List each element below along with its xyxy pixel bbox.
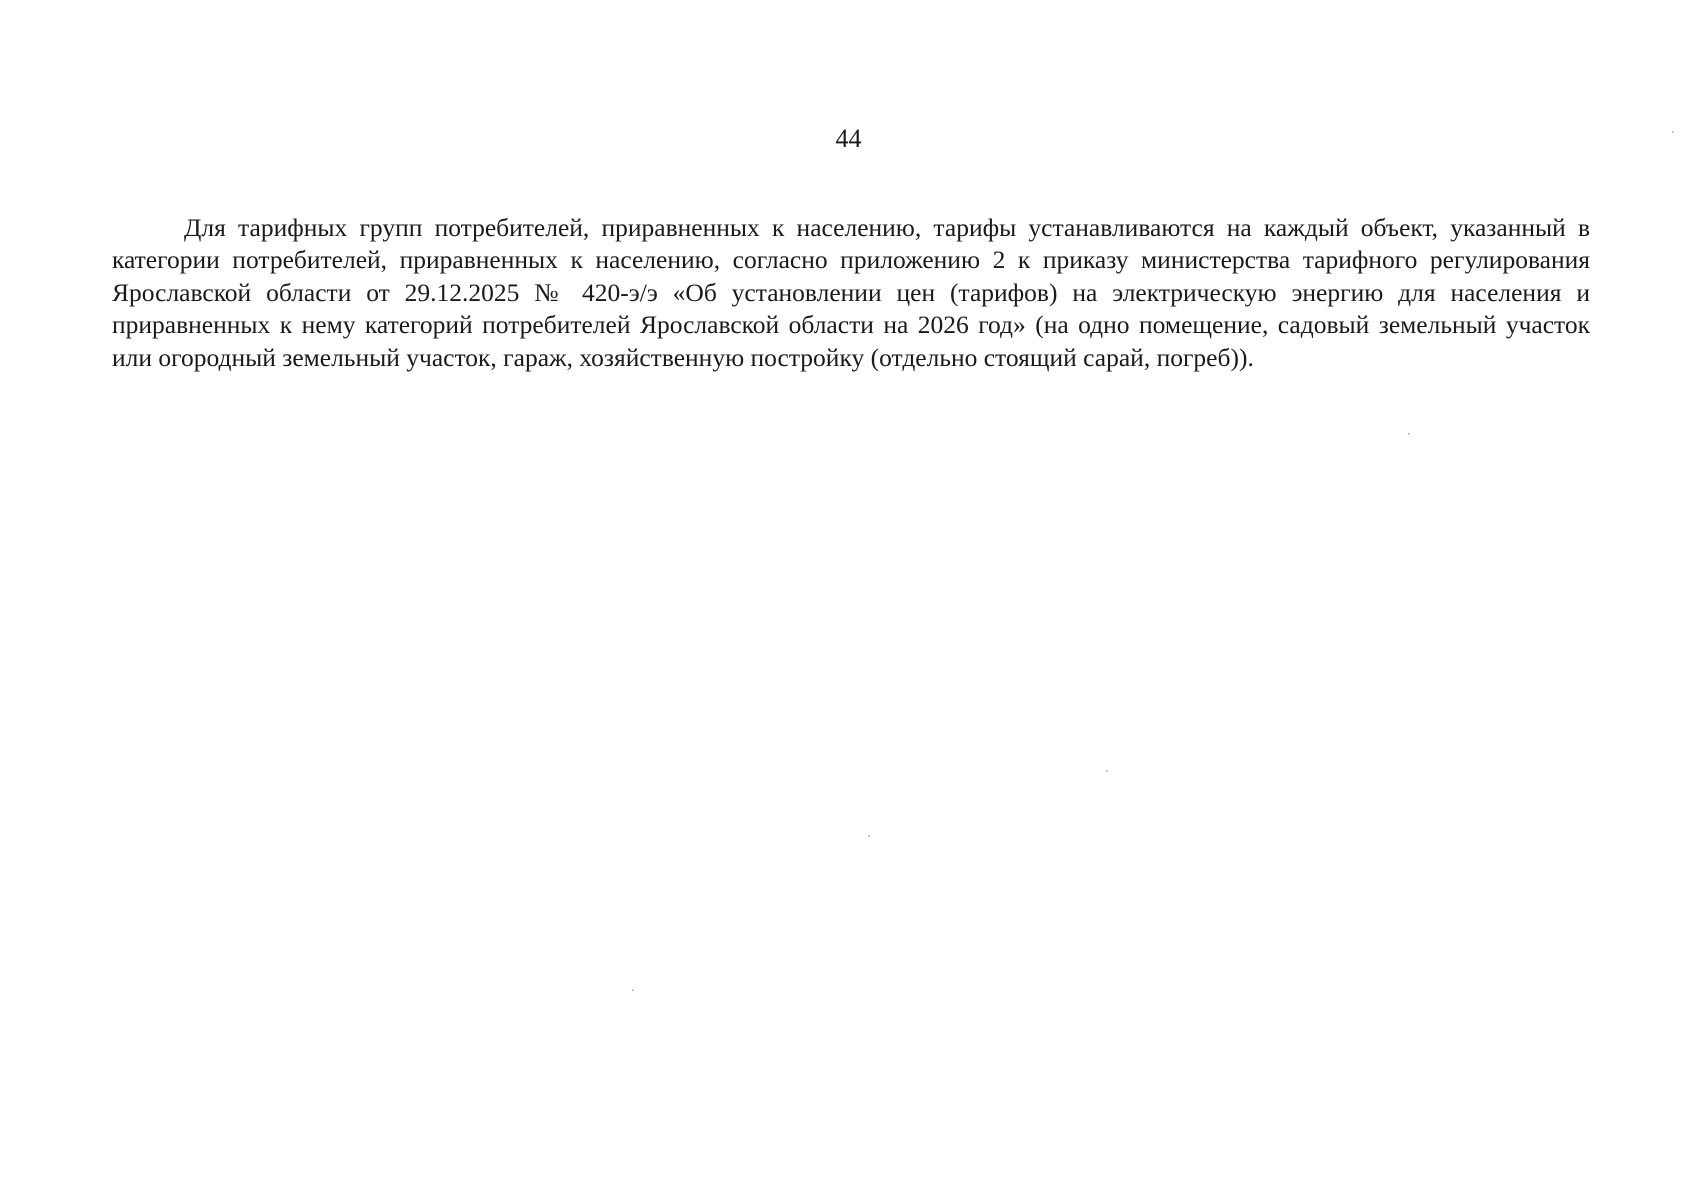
page-number: 44: [835, 124, 862, 153]
scan-speck: [1672, 131, 1674, 133]
scan-speck: [632, 989, 634, 991]
scan-speck: [1106, 770, 1108, 772]
scan-speck: [868, 835, 870, 837]
body-paragraph: Для тарифных групп потребителей, приравненных к населению, тарифы устанавливаются на каждый объект, указанный в категории потребителей, приравненных к населению, согласно приложению 2 к приказу министерства тарифного регулирования Ярославской области от 29.12.2025 № 420-э/э «Об установлении цен (тарифов) на электрическую энергию для населения и приравненных к нему категорий потребителей Ярославской области на 2026 год» (на одно помещение, садовый земельный участок или огородный земельный участок, гараж, хозяйственную постройку (отдельно стоящий сарай, погреб)).: [112, 213, 1590, 372]
scan-speck: [1408, 433, 1410, 435]
